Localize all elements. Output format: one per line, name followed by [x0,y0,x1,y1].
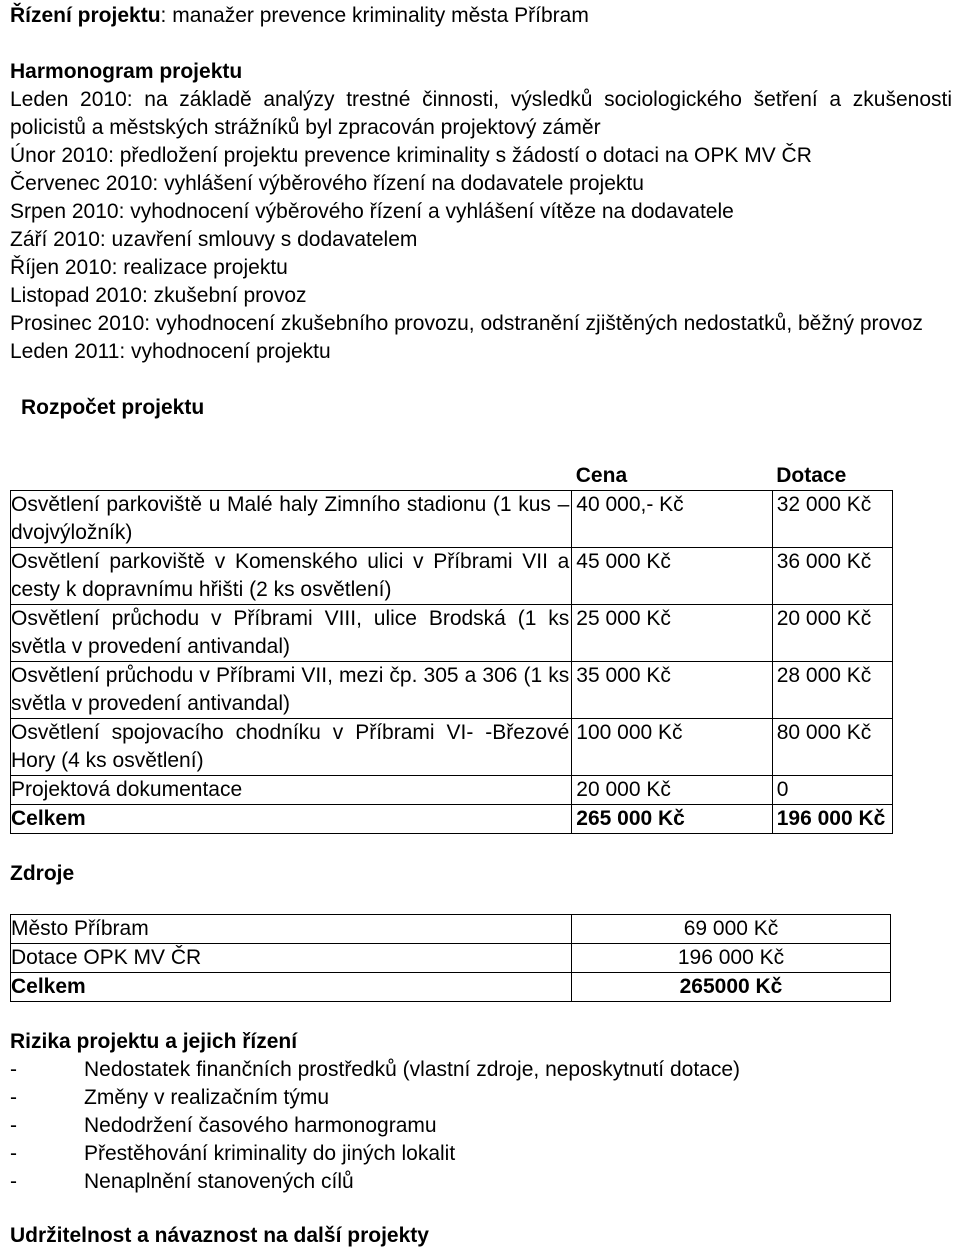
sources-total-row [11,973,891,1002]
source-value: 69 000 Kč [572,915,891,944]
source-label: Město Příbram [11,915,572,944]
table-row [11,944,891,973]
budget-grant: 28 000 Kč [772,662,892,719]
page-title [10,2,952,30]
list-item [10,1168,952,1196]
budget-item: Osvětlení průchodu v Příbrami VIII, ulice Brodská (1 ks světla v provedení antivandal) [11,605,572,662]
list-dash: - [10,1086,17,1109]
schedule-item: Leden 2011: vyhodnocení projektu [10,340,331,363]
list-dash: - [10,1114,17,1137]
budget-grant: 0 [772,776,892,805]
schedule-heading: Harmonogram projektu [10,60,243,83]
source-value: 196 000 Kč [572,944,891,973]
budget-price: 45 000 Kč [572,548,772,605]
budget-grant: 80 000 Kč [772,719,892,776]
list-dash: - [10,1142,17,1165]
budget-price: 40 000,- Kč [572,491,772,548]
risk-text: Přestěhování kriminality do jiných lokalit [84,1142,456,1165]
budget-item: Osvětlení spojovacího chodníku v Příbrami VI- -Březové Hory (4 ks osvětlení) [11,719,572,776]
schedule-item: Leden 2010: na základě analýzy trestné činnosti, výsledků sociologického šetření a zkušenosti policistů a městských strážníků byl zpracován projektový záměr [10,88,952,139]
table-row [11,548,893,605]
schedule-item: Srpen 2010: vyhodnocení výběrového řízení a vyhlášení vítěze na dodavatele [10,200,734,223]
risks-list [10,1056,952,1196]
page-title-bold: Řízení projektu [10,4,161,27]
budget-header-grant: Dotace [772,462,892,491]
budget-item: Osvětlení průchodu v Příbrami VII, mezi čp. 305 a 306 (1 ks světla v provedení antivandal) [11,662,572,719]
risk-text: Nenaplnění stanovených cílů [84,1170,354,1193]
sources-total-value: 265000 Kč [572,973,891,1002]
page-title-rest: : manažer prevence kriminality města Příbram [160,4,589,27]
schedule-item: Únor 2010: předložení projektu prevence kriminality s žádostí o dotaci na OPK MV ČR [10,144,812,167]
risk-text: Nedodržení časového harmonogramu [84,1114,437,1137]
schedule-item: Září 2010: uzavření smlouvy s dodavatelem [10,228,418,251]
list-dash: - [10,1058,17,1081]
risk-text: Nedostatek finančních prostředků (vlastní zdroje, neposkytnutí dotace) [84,1058,741,1081]
budget-header-price: Cena [572,462,772,491]
sources-heading: Zdroje [10,862,75,885]
budget-header-item [11,462,572,491]
risks-heading: Rizika projektu a jejich řízení [10,1030,298,1053]
table-row [11,915,891,944]
schedule-item: Listopad 2010: zkušební provoz [10,284,307,307]
schedule-list [10,86,952,366]
budget-heading: Rozpočet projektu [21,396,205,419]
budget-price: 25 000 Kč [572,605,772,662]
sustainability-heading: Udržitelnost a návaznost na další projekty [10,1224,429,1247]
budget-total-row [11,805,893,834]
sources-table [10,914,891,1002]
budget-total-grant: 196 000 Kč [772,805,892,834]
budget-grant: 20 000 Kč [772,605,892,662]
budget-header-row [11,462,893,491]
schedule-item: Říjen 2010: realizace projektu [10,256,288,279]
budget-total-label: Celkem [11,805,572,834]
budget-item: Projektová dokumentace [11,776,572,805]
risk-text: Změny v realizačním týmu [84,1086,330,1109]
budget-total-price: 265 000 Kč [572,805,772,834]
list-item [10,1084,952,1112]
budget-price: 100 000 Kč [572,719,772,776]
table-row [11,719,893,776]
document-page [10,2,952,1250]
list-item [10,1112,952,1140]
budget-price: 20 000 Kč [572,776,772,805]
budget-item: Osvětlení parkoviště v Komenského ulici v Příbrami VII a cesty k dopravnímu hřišti (2 ks osvětlení) [11,548,572,605]
sources-total-label: Celkem [11,973,572,1002]
budget-price: 35 000 Kč [572,662,772,719]
budget-table [10,462,893,834]
table-row [11,605,893,662]
list-item [10,1140,952,1168]
budget-grant: 36 000 Kč [772,548,892,605]
budget-item: Osvětlení parkoviště u Malé haly Zimního stadionu (1 kus – dvojvýložník) [11,491,572,548]
list-item [10,1056,952,1084]
table-row [11,491,893,548]
table-row [11,662,893,719]
schedule-item: Červenec 2010: vyhlášení výběrového řízení na dodavatele projektu [10,172,644,195]
budget-grant: 32 000 Kč [772,491,892,548]
table-row [11,776,893,805]
source-label: Dotace OPK MV ČR [11,944,572,973]
schedule-item: Prosinec 2010: vyhodnocení zkušebního provozu, odstranění zjištěných nedostatků, běžný provoz [10,312,923,335]
list-dash: - [10,1170,17,1193]
